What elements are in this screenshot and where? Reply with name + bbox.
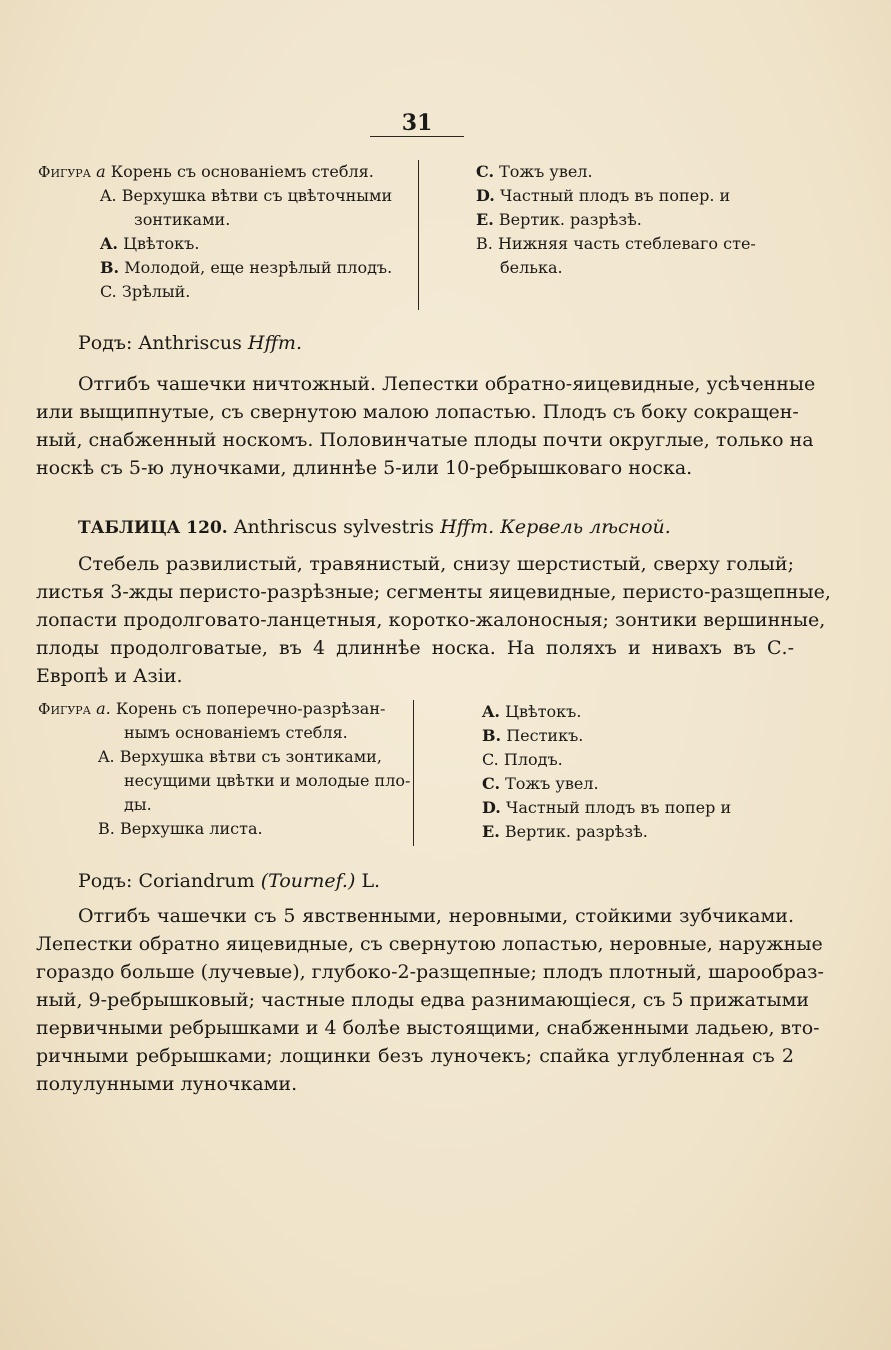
legend-line	[482, 700, 862, 724]
legend-line	[38, 769, 410, 793]
legend-text: Цвѣтокъ.	[505, 702, 582, 721]
genus-name: Coriandrum	[138, 870, 255, 892]
text-line: ный, 9-ребрышковый; частные плоды едва разнимающіеся, съ 5 прижатыми	[36, 989, 810, 1011]
legend-line	[482, 820, 862, 844]
table-number: ТАБЛИЦА 120.	[78, 518, 228, 538]
legend-text: Цвѣтокъ.	[123, 234, 200, 253]
legend-text: Нижняя часть стеблеваго сте-	[497, 234, 756, 253]
text-line: Отгибъ чашечки ничтожный. Лепестки обратно-яицевидные, усѣченные	[78, 373, 816, 395]
genus-name: Anthriscus	[138, 332, 242, 354]
legend-text: Верхушка листа.	[119, 819, 263, 838]
legend-label: Фигура	[38, 163, 92, 181]
text-line: полулунными луночками.	[36, 1073, 298, 1095]
text-line: или выщипнутые, съ свернутою малою лопастью. Плодъ съ боку сокращен-	[36, 401, 799, 423]
figure-legend-1-left	[38, 160, 416, 304]
legend-1-divider	[418, 160, 419, 310]
legend-line	[38, 160, 416, 184]
legend-text: Верхушка вѣтви съ зонтиками,	[119, 747, 382, 766]
text-line: ричными ребрышками; лощинки безъ луночекъ; спайка углубленная съ 2	[36, 1045, 794, 1067]
text-line: Лепестки обратно яицевидные, съ свернутою лопастью, неровные, наружные	[36, 933, 823, 955]
text-line: Стебель развилистый, травянистый, снизу шерстистый, сверху голый;	[78, 553, 794, 575]
legend-key: A.	[482, 702, 500, 721]
legend-line	[38, 232, 416, 256]
legend-key: C.	[482, 750, 499, 769]
legend-key: B.	[476, 234, 493, 253]
legend-key: D.	[482, 798, 501, 817]
legend-key: B.	[482, 726, 502, 745]
genus-description-2	[36, 902, 824, 1098]
text-line: первичными ребрышками и 4 болѣе выстоящими, снабженными ладьею, вто-	[36, 1017, 820, 1039]
legend-text: Зрѣлый.	[121, 282, 191, 301]
text-line: лопасти продолговато-ланцетныя, коротко-жалоносныя; зонтики вершинные,	[36, 609, 826, 631]
genus-suffix: L.	[361, 870, 381, 892]
species-common-name: Кервель лѣсной.	[500, 516, 671, 538]
page-number-rule	[370, 136, 464, 137]
legend-text: Частный плодъ въ попер и	[505, 798, 732, 817]
legend-line	[476, 184, 856, 208]
legend-text: Корень съ основаніемъ стебля.	[110, 162, 374, 181]
legend-line	[38, 697, 410, 721]
legend-text: Вертик. разрѣзѣ.	[504, 822, 648, 841]
legend-line	[38, 256, 416, 280]
legend-key: A.	[100, 186, 117, 205]
genus-prefix: Родъ:	[78, 870, 133, 892]
legend-key: C.	[482, 774, 501, 793]
legend-text: Вертик. разрѣзѣ.	[498, 210, 642, 229]
legend-text: несущими цвѣтки и молодые пло-	[124, 771, 411, 790]
genus-prefix: Родъ:	[78, 332, 133, 354]
legend-line	[482, 772, 862, 796]
legend-key: D.	[476, 186, 495, 205]
legend-line	[482, 796, 862, 820]
legend-text: ды.	[124, 795, 152, 814]
legend-line	[38, 817, 410, 841]
legend-line	[38, 184, 416, 208]
legend-line	[38, 280, 416, 304]
genus-author: (Tournef.)	[260, 870, 356, 892]
species-name: Anthriscus sylvestris	[233, 516, 435, 538]
text-line: плоды продолговатые, въ 4 длиннѣе носка. На поляхъ и нивахъ въ С.-	[36, 637, 794, 659]
legend-line	[476, 232, 856, 256]
legend-key: B.	[100, 258, 120, 277]
legend-text: Тожъ увел.	[499, 162, 593, 181]
genus-author: Hffm.	[247, 332, 302, 354]
legend-line	[476, 256, 856, 280]
legend-text: Плодъ.	[503, 750, 563, 769]
legend-text: Пестикъ.	[506, 726, 584, 745]
legend-line	[476, 160, 856, 184]
legend-text: Молодой, еще незрѣлый плодъ.	[124, 258, 393, 277]
genus-heading-1	[78, 330, 302, 356]
legend-key: C.	[100, 282, 117, 301]
legend-line	[38, 793, 410, 817]
page-number: 31	[401, 110, 433, 136]
legend-text: зонтиками.	[134, 210, 231, 229]
legend-text: белька.	[500, 258, 563, 277]
legend-label: Фигура	[38, 700, 92, 718]
species-description	[36, 550, 831, 690]
legend-text: Корень съ поперечно-разрѣзан-	[115, 699, 386, 718]
legend-key: A.	[98, 747, 115, 766]
species-author: Hffm.	[440, 516, 495, 538]
text-line: листья 3-жды перисто-разрѣзные; сегменты яицевидные, перисто-разщепные,	[36, 581, 831, 603]
legend-line	[476, 208, 856, 232]
legend-text: Тожъ увел.	[505, 774, 599, 793]
legend-text: Верхушка вѣтви съ цвѣточными	[121, 186, 393, 205]
legend-line	[482, 724, 862, 748]
legend-key: C.	[476, 162, 495, 181]
legend-key: a.	[96, 699, 111, 718]
legend-key: E.	[476, 210, 494, 229]
legend-line	[482, 748, 862, 772]
legend-line	[38, 721, 410, 745]
genus-heading-2	[78, 868, 380, 894]
text-line: Отгибъ чашечки съ 5 явственными, неровными, стойкими зубчиками.	[78, 905, 794, 927]
figure-legend-2-right	[482, 700, 862, 844]
table-heading	[78, 514, 671, 541]
legend-key: A.	[100, 234, 118, 253]
legend-2-divider	[413, 700, 414, 846]
legend-key: B.	[98, 819, 115, 838]
legend-text: нымъ основаніемъ стебля.	[124, 723, 348, 742]
legend-text: Частный плодъ въ попер. и	[499, 186, 731, 205]
genus-description-1	[36, 370, 816, 482]
legend-key: a	[96, 162, 106, 181]
legend-key: E.	[482, 822, 500, 841]
text-line: носкѣ съ 5-ю луночками, длиннѣе 5-или 10-ребрышковаго носка.	[36, 457, 693, 479]
legend-line	[38, 208, 416, 232]
figure-legend-2-left	[38, 697, 410, 841]
legend-line	[38, 745, 410, 769]
figure-legend-1-right	[476, 160, 856, 280]
text-line: гораздо больше (лучевые), глубоко-2-разщепные; плодъ плотный, шарообраз-	[36, 961, 824, 983]
text-line: Европѣ и Азіи.	[36, 665, 183, 687]
text-line: ный, снабженный носкомъ. Половинчатые плоды почти округлые, только на	[36, 429, 814, 451]
